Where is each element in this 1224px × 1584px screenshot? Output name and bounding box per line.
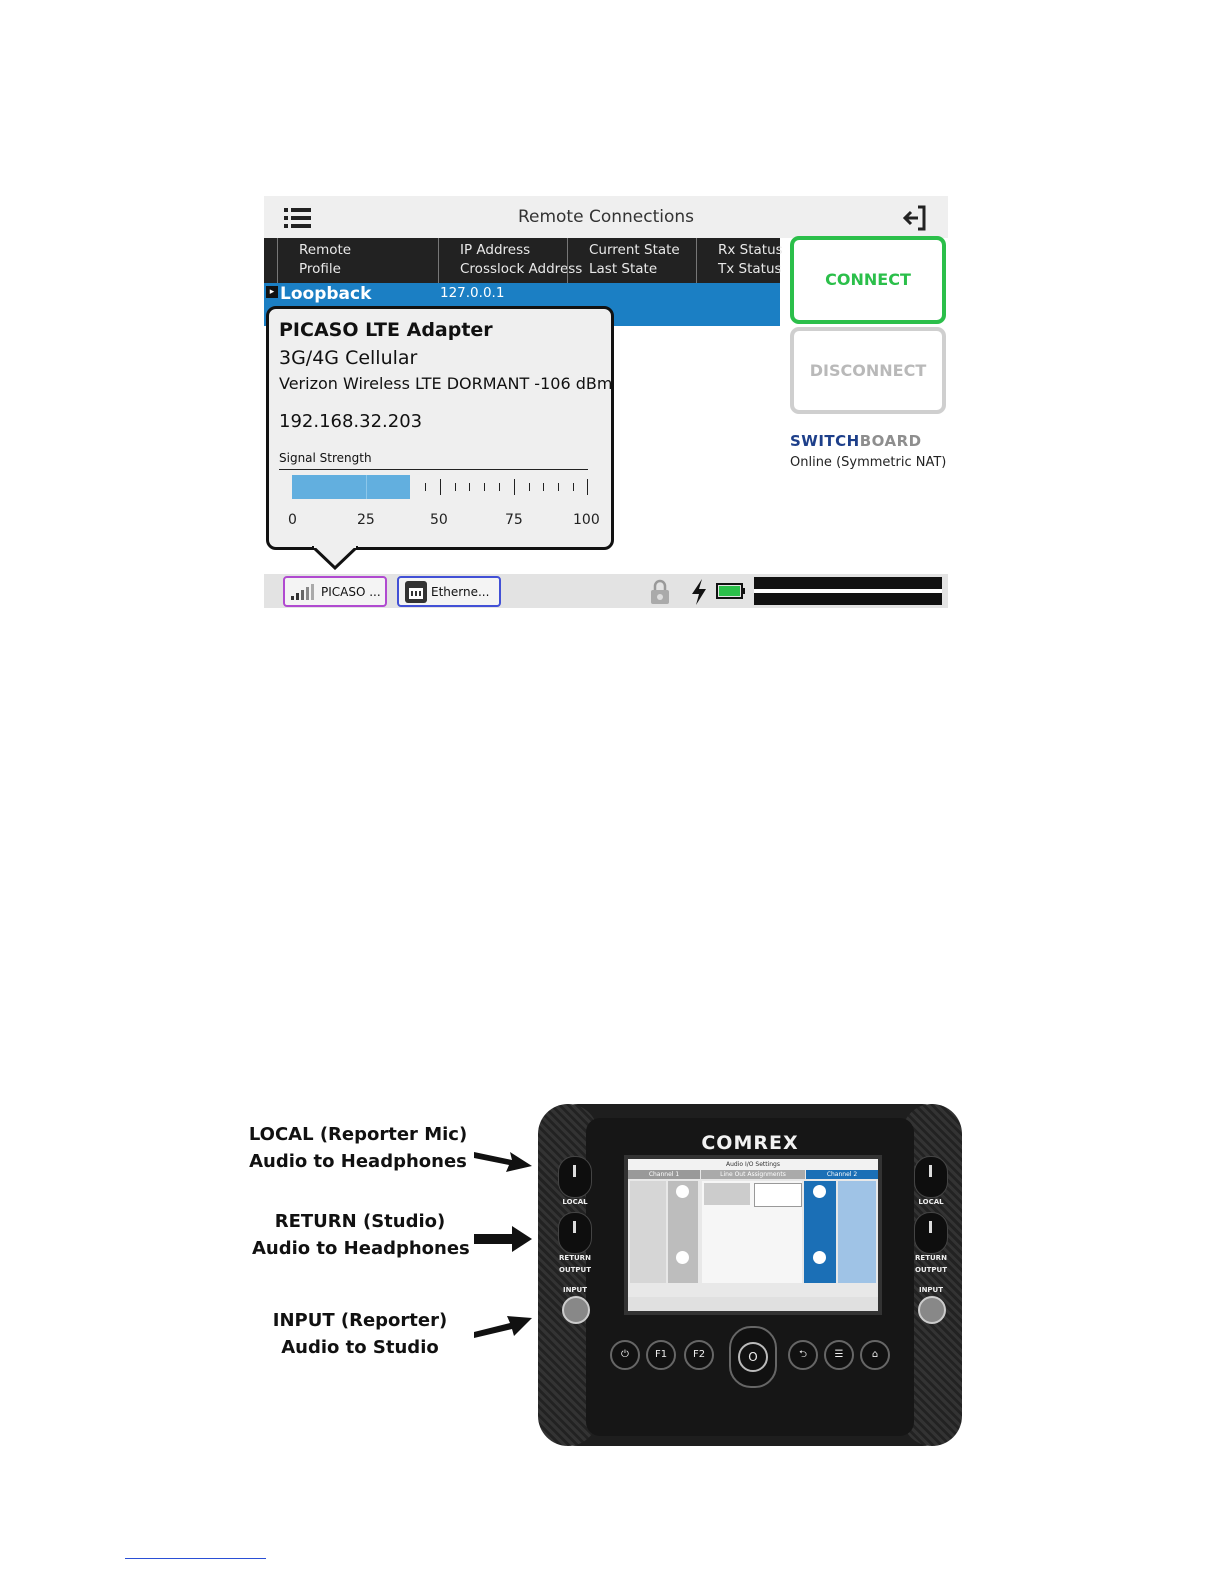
signal-bars-icon <box>291 584 319 600</box>
lock-icon <box>650 579 670 605</box>
select-button[interactable]: O <box>738 1342 768 1372</box>
table-header <box>264 238 783 283</box>
f2-button[interactable]: F2 <box>684 1340 714 1370</box>
scale-label: 75 <box>505 512 523 528</box>
home-button[interactable]: ⌂ <box>860 1340 890 1370</box>
battery-icon <box>716 583 746 599</box>
scale-label: 25 <box>357 512 375 528</box>
xlr-input-jack-right[interactable] <box>918 1296 946 1324</box>
bolt-icon <box>690 579 708 605</box>
disconnect-button[interactable]: DISCONNECT <box>790 327 946 414</box>
xlr-input-jack-left[interactable] <box>562 1296 590 1324</box>
f1-button[interactable]: F1 <box>646 1340 676 1370</box>
footnote-rule <box>125 1558 266 1559</box>
exit-icon[interactable] <box>902 204 928 232</box>
signal-strength-label: Signal Strength <box>279 451 372 465</box>
status-bar <box>264 574 948 608</box>
return-knob-right[interactable] <box>914 1212 948 1254</box>
annotation-input: INPUT (Reporter) Audio to Studio <box>272 1310 448 1358</box>
local-knob-left[interactable] <box>558 1156 592 1198</box>
ethernet-port-icon <box>405 581 427 603</box>
scale-label: 50 <box>430 512 448 528</box>
arrow-icon <box>472 1312 534 1342</box>
power-button[interactable]: ⏻ <box>610 1340 640 1370</box>
remote-connections-screen <box>264 196 948 608</box>
arrow-icon <box>472 1146 534 1176</box>
divider <box>279 469 588 470</box>
popup-ip-address: 192.168.32.203 <box>279 411 423 432</box>
annotation-local: LOCAL (Reporter Mic) Audio to Headphones <box>248 1124 468 1172</box>
interface-info-popup <box>266 306 614 550</box>
arrow-icon <box>472 1224 534 1254</box>
menu-button[interactable]: ☰ <box>824 1340 854 1370</box>
audio-level-meter <box>754 577 942 605</box>
navigation-dpad[interactable] <box>729 1326 777 1388</box>
comrex-device-photo: COMREX Audio I/O Settings Channel 1 Line Out Assignments Channel 2 LOCAL RETURN OUTPUT INPUT LOCAL RETURN OUTPUT INPUT ⏻ F1 F2 O ⮌ ☰ ⌂ <box>538 1104 962 1446</box>
column-current-state[interactable]: Current State Last State <box>567 238 696 283</box>
device-screen: Audio I/O Settings Channel 1 Line Out Assignments Channel 2 <box>624 1155 882 1315</box>
interface-chip-ethernet[interactable]: Etherne... <box>397 576 501 607</box>
column-remote-profile[interactable]: Remote Profile <box>277 238 439 283</box>
return-knob-left[interactable] <box>558 1212 592 1254</box>
local-knob-right[interactable] <box>914 1156 948 1198</box>
title-bar <box>264 196 948 238</box>
popup-carrier: Verizon Wireless LTE DORMANT -106 dBm <box>279 374 613 393</box>
signal-strength-meter <box>292 475 588 499</box>
annotation-return: RETURN (Studio) Audio to Headphones <box>252 1211 470 1259</box>
interface-chip-picaso[interactable]: PICASO ... <box>283 576 387 607</box>
back-button[interactable]: ⮌ <box>788 1340 818 1370</box>
comrex-logo: COMREX <box>701 1132 799 1154</box>
scale-label: 100 <box>573 512 600 528</box>
popup-network-type: 3G/4G Cellular <box>279 347 418 369</box>
signal-strength-fill <box>292 475 410 499</box>
switchboard-logo: SWITCHBOARD <box>790 432 922 450</box>
switchboard-status: Online (Symmetric NAT) <box>790 455 947 470</box>
popup-title: PICASO LTE Adapter <box>279 319 493 341</box>
column-rx-status[interactable]: Rx Status Tx Status <box>696 238 781 283</box>
screen-title: Remote Connections <box>517 207 695 227</box>
profile-ip: 127.0.0.1 <box>440 285 505 301</box>
popup-pointer <box>312 546 358 570</box>
scale-label: 0 <box>288 512 297 528</box>
expand-arrow-icon[interactable]: ▸ <box>266 286 278 298</box>
connect-button[interactable]: CONNECT <box>790 236 946 324</box>
device-screen-title: Audio I/O Settings <box>628 1159 878 1170</box>
column-ip-address[interactable]: IP Address Crosslock Address <box>438 238 567 283</box>
profile-name: Loopback <box>280 284 372 304</box>
